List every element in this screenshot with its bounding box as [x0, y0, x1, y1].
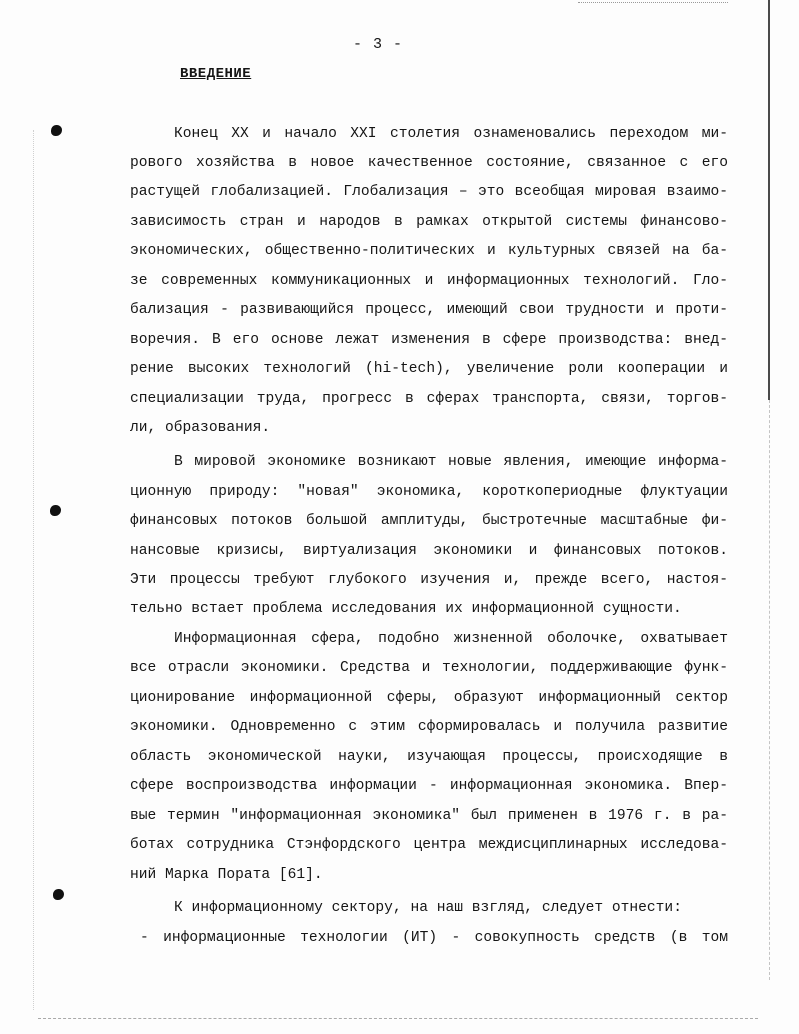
- paragraph-1-line: растущей глобализацией. Глобализация – это всеобщая мировая взаимо-: [130, 184, 728, 200]
- scan-right-edge-faint: [769, 400, 770, 980]
- scan-right-edge: [768, 0, 770, 400]
- paragraph-3-line: сфере воспроизводства информации - информационная экономика. Впер-: [130, 778, 728, 794]
- paragraph-1-line: зависимость стран и народов в рамках открытой системы финансово-: [130, 214, 728, 230]
- scan-bottom-rule: [38, 1018, 758, 1019]
- paragraph-3-line: вые термин "информационная экономика" был применен в 1976 г. в ра-: [130, 808, 728, 824]
- punch-hole-mark: [50, 505, 61, 516]
- paragraph-2-line: финансовых потоков большой амплитуды, быстротечные масштабные фи-: [130, 513, 728, 529]
- paragraph-1-line: рового хозяйства в новое качественное состояние, связанное с его: [130, 155, 728, 171]
- paragraph-2-line: В мировой экономике возникают новые явления, имеющие информа-: [174, 454, 728, 470]
- punch-hole-mark: [53, 889, 64, 900]
- paragraph-1-line: воречия. В его основе лежат изменения в сфере производства: внед-: [130, 332, 728, 348]
- paragraph-2-line: Эти процессы требуют глубокого изучения и, прежде всего, настоя-: [130, 572, 728, 588]
- scan-left-edge: [33, 130, 34, 1010]
- page-heading: ВВЕДЕНИЕ: [180, 66, 252, 82]
- paragraph-1-line: рение высоких технологий (hi-tech), увеличение роли кооперации и: [130, 361, 728, 377]
- paragraph-2-line: тельно встает проблема исследования их информационной сущности.: [130, 601, 682, 617]
- paragraph-2-line: ционную природу: "новая" экономика, короткопериодные флуктуации: [130, 484, 728, 500]
- scan-top-rule: [578, 2, 728, 3]
- paragraph-3-line: все отрасли экономики. Средства и технологии, поддерживающие функ-: [130, 660, 728, 676]
- paragraph-3-line: ботах сотрудника Стэнфордского центра междисциплинарных исследова-: [130, 837, 728, 853]
- paragraph-1-line: зе современных коммуникационных и информационных технологий. Гло-: [130, 273, 728, 289]
- paragraph-2-line: нансовые кризисы, виртуализация экономики и финансовых потоков.: [130, 543, 728, 559]
- paragraph-1-line: бализация - развивающийся процесс, имеющий свои трудности и проти-: [130, 302, 728, 318]
- punch-hole-mark: [51, 125, 62, 136]
- paragraph-3-line: Информационная сфера, подобно жизненной оболочке, охватывает: [174, 631, 728, 647]
- paragraph-1-line: экономических, общественно-политических и культурных связей на ба-: [130, 243, 728, 259]
- paragraph-1-line: Конец XX и начало XXI столетия ознаменовались переходом ми-: [174, 126, 728, 142]
- paragraph-3-line: экономики. Одновременно с этим сформировалась и получила развитие: [130, 719, 728, 735]
- paragraph-1-line: специализации труда, прогресс в сферах транспорта, связи, торгов-: [130, 391, 728, 407]
- paragraph-1-line: ли, образования.: [130, 420, 271, 436]
- list-item-line: - информационные технологии (ИТ) - совокупность средств (в том: [140, 930, 728, 946]
- paragraph-4-line: К информационному сектору, на наш взгляд, следует отнести:: [174, 900, 682, 916]
- paragraph-3-line: область экономической науки, изучающая процессы, происходящие в: [130, 749, 728, 765]
- paragraph-3-line: ний Марка Пората [61].: [130, 867, 323, 883]
- page-number: - 3 -: [353, 36, 404, 53]
- paragraph-3-line: ционирование информационной сферы, образуют информационный сектор: [130, 690, 728, 706]
